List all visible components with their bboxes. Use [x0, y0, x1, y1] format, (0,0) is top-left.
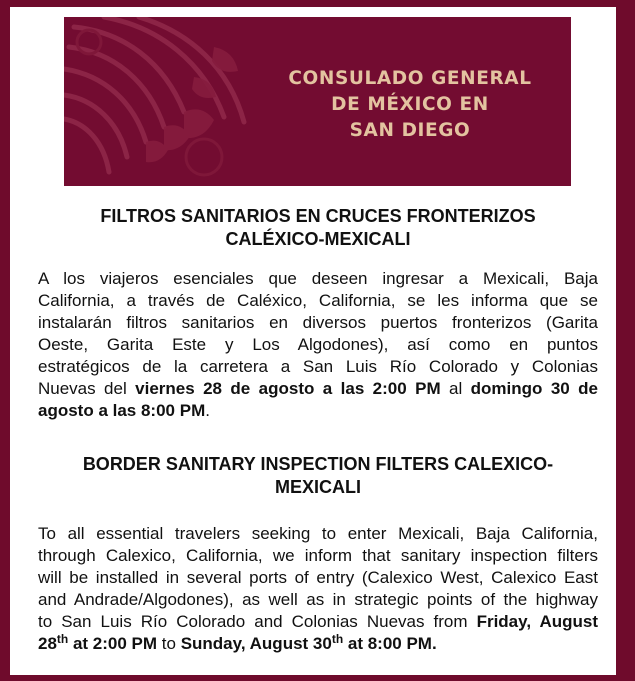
english-heading: [38, 453, 598, 499]
spanish-heading: [38, 205, 598, 251]
english-start-day-number: 28: [38, 634, 57, 653]
banner-title-line-1: CONSULADO GENERAL: [288, 68, 532, 89]
spanish-line-3: instalarán filtros sanitarios en diversos puertos fronterizos (Garita: [38, 313, 598, 332]
spanish-paragraph: [38, 268, 598, 422]
spanish-line-6: [38, 378, 598, 400]
english-line-4: and Andrade/Algodones), as well as in strategic points of the highway: [38, 590, 598, 609]
banner-title: [269, 66, 551, 144]
consulate-banner: [64, 17, 571, 186]
spanish-end-date-part-2: agosto a las 8:00 PM: [38, 401, 206, 420]
english-end-time: at 8:00 PM.: [343, 634, 437, 653]
english-line-3: will be installed in several ports of entry (Calexico West, Calexico East: [38, 568, 598, 587]
document-page: [10, 7, 616, 675]
english-start-time: at 2:00 PM: [68, 634, 158, 653]
spanish-line-6-text-c: al: [440, 379, 471, 398]
english-line-2: through Calexico, California, we inform that sanitary inspection filters: [38, 546, 598, 565]
english-end-day-suffix: th: [331, 632, 344, 646]
spanish-heading-line-1: FILTROS SANITARIOS EN CRUCES FRONTERIZOS: [100, 206, 536, 226]
english-start-day-suffix: th: [56, 632, 69, 646]
spanish-line-6-text-a: Nuevas del: [38, 379, 136, 398]
spanish-line-1: A los viajeros esenciales que deseen ingresar a Mexicali, Baja: [38, 269, 598, 288]
english-paragraph: [38, 523, 598, 655]
spanish-start-date: viernes 28 de agosto a las 2:00 PM: [135, 379, 441, 398]
spanish-line-7: [38, 400, 598, 422]
eagle-pattern-icon: [64, 17, 254, 186]
spanish-line-5: estratégicos de la carretera a San Luis Río Colorado y Colonias: [38, 357, 598, 376]
english-line-6-to: to: [157, 634, 181, 653]
english-line-5-text-a: to San Luis Río Colorado and Colonias Nuevas from: [38, 612, 477, 631]
spanish-heading-line-2: CALÉXICO-MEXICALI: [225, 229, 411, 249]
banner-title-line-2: DE MÉXICO EN: [331, 94, 489, 115]
spanish-line-7-period: .: [205, 401, 210, 420]
english-heading-line-1: BORDER SANITARY INSPECTION FILTERS CALEXICO-: [82, 454, 554, 474]
spanish-line-4: Oeste, Garita Este y Los Algodones), así como en puntos: [38, 335, 598, 354]
spanish-line-2: California, a través de Caléxico, California, se les informa que se: [38, 291, 598, 310]
english-end-date: Sunday, August 30: [180, 634, 332, 653]
spanish-end-date-part-1: domingo 30 de: [470, 379, 598, 398]
banner-title-line-3: SAN DIEGO: [349, 120, 471, 141]
english-heading-line-2: MEXICALI: [274, 477, 361, 497]
english-start-date-part-1: Friday, August: [476, 612, 598, 631]
english-line-1: To all essential travelers seeking to enter Mexicali, Baja California,: [38, 524, 598, 543]
english-line-6: [38, 633, 598, 655]
english-line-5: [38, 611, 598, 633]
